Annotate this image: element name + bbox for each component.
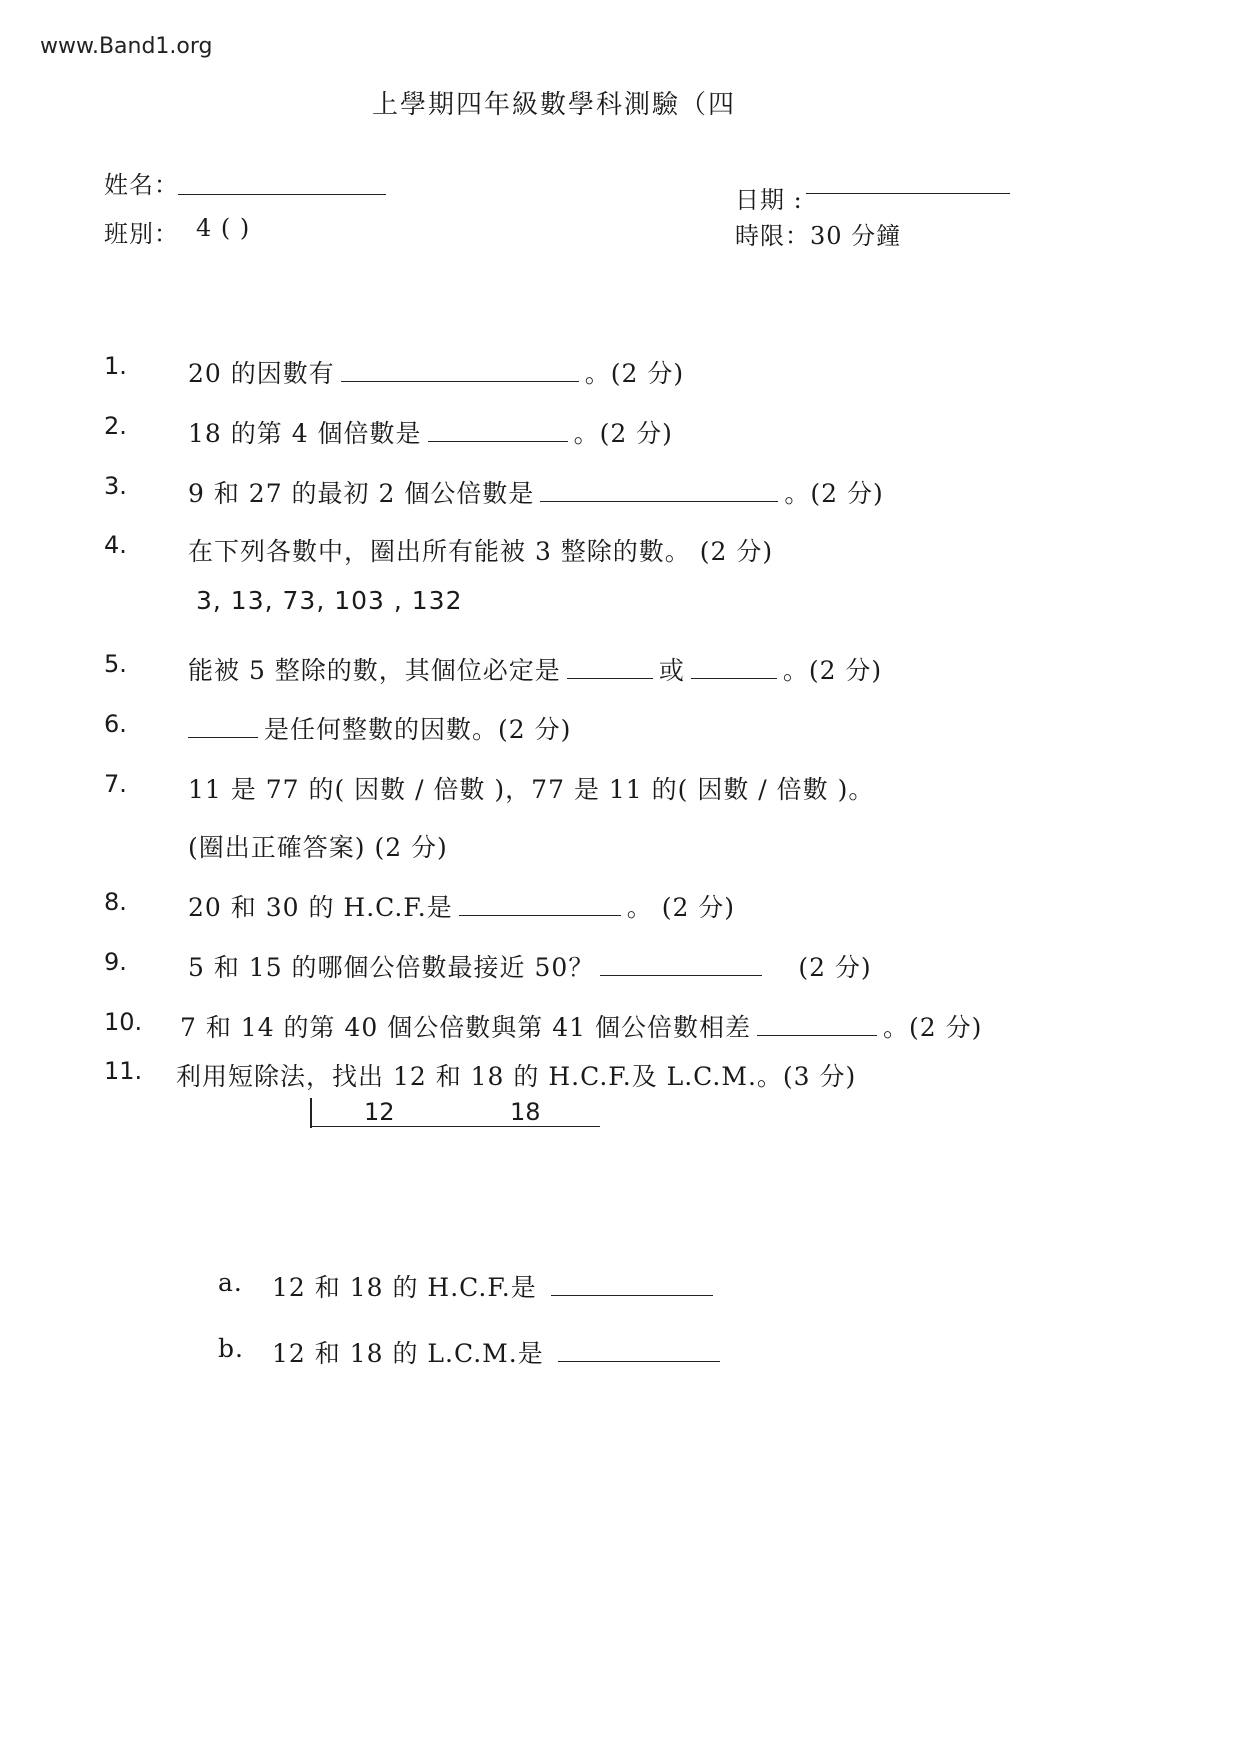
- q4-number: 4.: [104, 531, 127, 559]
- q6-text: [188, 710, 571, 746]
- time-limit: 時限：30 分鐘: [735, 222, 902, 250]
- q2-text: [188, 414, 673, 450]
- q11-number: 11.: [104, 1057, 143, 1085]
- q9-prompt: 5 和 15 的哪個公倍數最接近 50？: [188, 953, 595, 982]
- name-field[interactable]: [178, 194, 386, 195]
- q1-answer-blank[interactable]: [341, 359, 579, 382]
- q8-number: 8.: [104, 888, 127, 916]
- q5-text: [188, 651, 882, 687]
- q6-answer-blank[interactable]: [188, 715, 258, 738]
- sub-b-label: b.: [218, 1334, 244, 1363]
- division-number-18: 18: [510, 1098, 541, 1126]
- sub-a-label: a.: [218, 1268, 243, 1297]
- sub-b-answer-blank[interactable]: [558, 1339, 720, 1362]
- q5-prompt: 能被 5 整除的數，其個位必定是: [188, 656, 561, 685]
- q7-number: 7.: [104, 770, 127, 798]
- q9-answer-blank[interactable]: [600, 953, 762, 976]
- short-division-bracket: [310, 1098, 312, 1128]
- class-label: 班別：: [104, 220, 179, 248]
- date-label: 日期 :: [735, 186, 803, 214]
- q2-number: 2.: [104, 412, 127, 440]
- q2-prompt: 18 的第 4 個倍數是: [188, 419, 422, 448]
- q8-text: [188, 888, 735, 924]
- q9-text: [188, 948, 872, 984]
- sub-a-prompt: 12 和 18 的 H.C.F.是: [272, 1273, 537, 1302]
- q9-number: 9.: [104, 948, 127, 976]
- sub-a-text: [272, 1268, 719, 1304]
- short-division-line: [310, 1126, 600, 1127]
- q9-marks: (2 分): [798, 953, 872, 982]
- q5-answer-blank-2[interactable]: [691, 656, 777, 679]
- class-value: 4 ( ): [196, 214, 251, 242]
- q5-answer-blank-1[interactable]: [567, 656, 653, 679]
- q7-text[interactable]: 11 是 77 的( 因數 / 倍數 )，77 是 11 的( 因數 / 倍數 )。: [188, 775, 875, 804]
- sub-b-prompt: 12 和 18 的 L.C.M.是: [272, 1339, 544, 1368]
- q11-text: 利用短除法，找出 12 和 18 的 H.C.F.及 L.C.M.。(3 分): [176, 1062, 857, 1091]
- q2-answer-blank[interactable]: [428, 419, 568, 442]
- q2-marks: 。(2 分): [573, 419, 673, 448]
- q10-text: [180, 1008, 982, 1044]
- q5-marks: 。(2 分): [782, 656, 883, 685]
- q8-prompt: 20 和 30 的 H.C.F.是: [188, 893, 453, 922]
- q3-answer-blank[interactable]: [540, 479, 778, 502]
- q6-rest: 是任何整數的因數。(2 分): [264, 715, 572, 744]
- q1-text: [188, 354, 684, 390]
- q1-prompt: 20 的因數有: [188, 359, 335, 388]
- q10-marks: 。(2 分): [882, 1013, 983, 1042]
- q3-number: 3.: [104, 472, 127, 500]
- sub-b-text: [272, 1334, 726, 1370]
- site-watermark: www.Band1.org: [40, 34, 213, 59]
- sub-a-answer-blank[interactable]: [551, 1273, 713, 1296]
- name-label: 姓名：: [104, 171, 179, 199]
- q1-number: 1.: [104, 352, 127, 380]
- q3-prompt: 9 和 27 的最初 2 個公倍數是: [188, 479, 535, 508]
- division-number-12: 12: [364, 1098, 395, 1126]
- q3-marks: 。(2 分): [784, 479, 884, 508]
- q7-note: (圈出正確答案) (2 分): [188, 833, 448, 862]
- q8-answer-blank[interactable]: [459, 893, 621, 916]
- q10-prompt: 7 和 14 的第 40 個公倍數與第 41 個公倍數相差: [180, 1013, 751, 1042]
- q5-or: 或: [658, 656, 685, 685]
- date-field[interactable]: [806, 193, 1010, 194]
- q10-answer-blank[interactable]: [757, 1013, 877, 1036]
- q1-marks: 。(2 分): [584, 359, 685, 388]
- q3-text: [188, 474, 884, 510]
- q10-number: 10.: [104, 1008, 143, 1036]
- page-title: 上學期四年級數學科測驗（四: [372, 90, 737, 120]
- q4-text: 在下列各數中，圈出所有能被 3 整除的數。 (2 分): [188, 537, 774, 566]
- q6-number: 6.: [104, 710, 127, 738]
- q4-numbers[interactable]: 3, 13, 73, 103 , 132: [196, 586, 463, 615]
- q5-number: 5.: [104, 650, 127, 678]
- q8-marks: 。 (2 分): [626, 893, 736, 922]
